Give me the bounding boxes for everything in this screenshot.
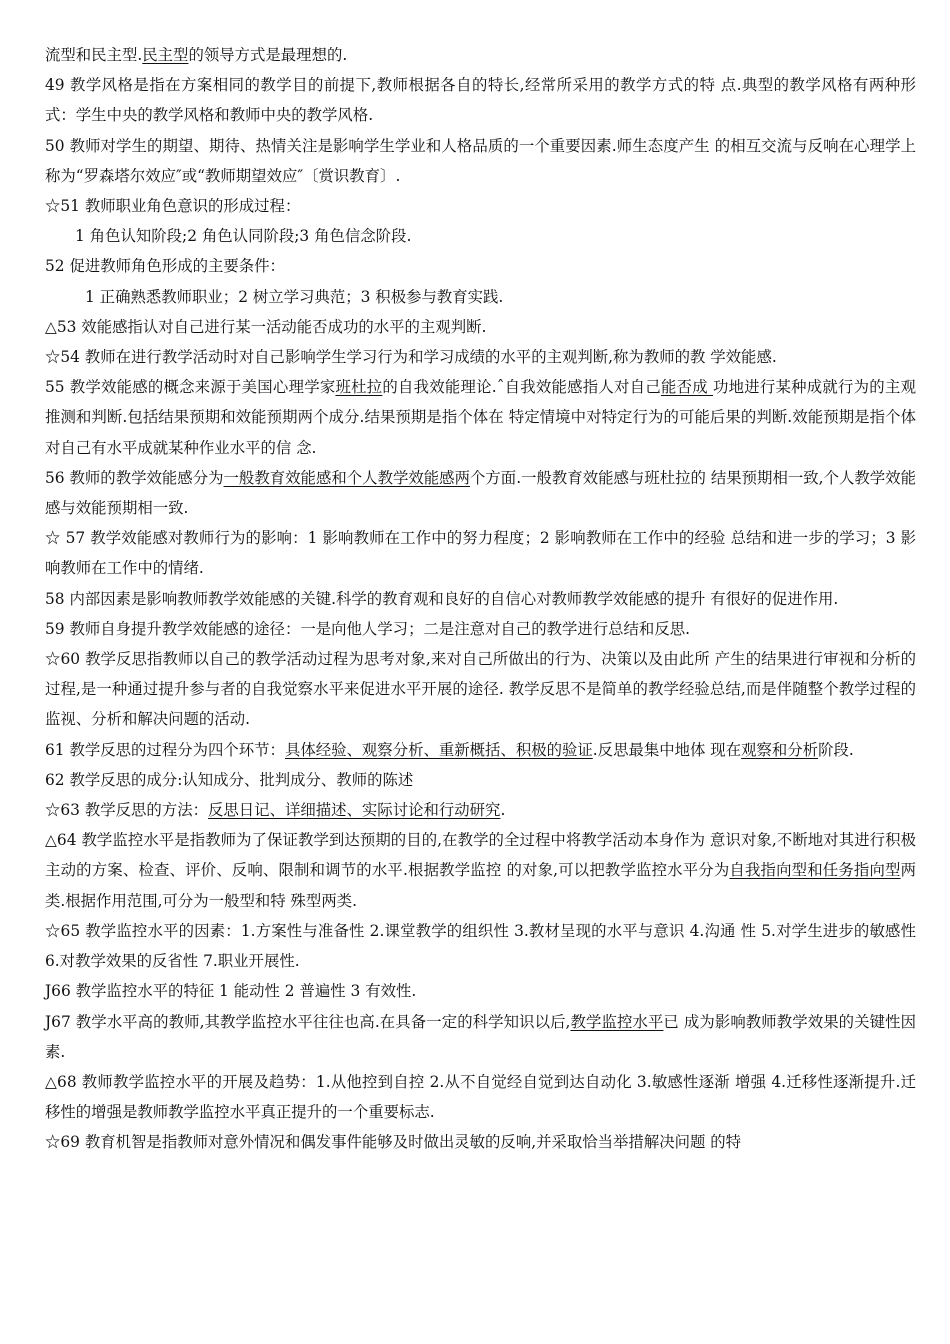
text-segment: 1 正确熟悉教师职业；2 树立学习典范；3 积极参与教育实践. bbox=[85, 287, 504, 306]
underlined-text: 班杜拉 bbox=[335, 378, 383, 397]
underlined-text: 自我指向型和任务指向型 bbox=[729, 861, 901, 880]
text-segment: 62 教学反思的成分:认知成分、批判成分、教师的陈述 bbox=[45, 770, 414, 789]
paragraph-p67 bbox=[45, 1007, 916, 1067]
text-segment: ☆63 教学反思的方法： bbox=[45, 801, 208, 820]
paragraph-p63 bbox=[45, 795, 916, 825]
text-segment: 49 教学风格是指在方案相同的教学目的前提下,教师根据各自的特长,经常所采用的教学方式的特 点.典型的教学风格有两种形式：学生中央的教学风格和教师中央的教学风格. bbox=[45, 76, 916, 125]
text-segment: J67 教学水平高的教师,其教学监控水平往往也高.在具备一定的科学知识以后, bbox=[45, 1012, 571, 1031]
text-segment: 个方面.一般教育效能感与班杜拉的 结果预期相一致,个人教学效能感与效能预期相一致. bbox=[45, 468, 916, 518]
paragraph-p1 bbox=[45, 40, 916, 70]
paragraph-p49 bbox=[45, 70, 916, 130]
underlined-text: 一般教育效能感和个人教学效能感两 bbox=[223, 468, 470, 487]
text-segment: J66 教学监控水平的特征 1 能动性 2 普遍性 3 有效性. bbox=[45, 982, 417, 1001]
paragraph-p66 bbox=[45, 976, 916, 1006]
text-segment: 两类.根据作用范围,可分为一般型和特 殊型两类. bbox=[45, 861, 916, 910]
paragraph-p51 bbox=[45, 191, 916, 221]
paragraph-p62 bbox=[45, 765, 916, 795]
paragraph-p53 bbox=[45, 312, 916, 342]
text-segment: . bbox=[500, 801, 506, 820]
text-segment: 阶段. bbox=[818, 740, 854, 759]
paragraph-p50 bbox=[45, 131, 916, 191]
text-segment: ☆ 57 教学效能感对教师行为的影响：1 影响教师在工作中的努力程度；2 影响教师在工作中的经验 总结和进一步的学习；3 影响教师在工作中的情绪. bbox=[45, 529, 916, 578]
text-segment: △68 教师教学监控水平的开展及趋势：1.从他控到自控 2.从不自觉经自觉到达自动化 3.敏感性逐渐 增强 4.迁移性逐渐提升.迁移性的增强是教师教学监控水平真正提升的一个重要标志. bbox=[45, 1072, 916, 1122]
paragraph-p59 bbox=[45, 614, 916, 644]
text-segment: 的领导方式是最理想的. bbox=[188, 46, 348, 64]
text-segment: 58 内部因素是影响教师教学效能感的关键.科学的教育观和良好的自信心对教师教学效能感的提升 有很好的促进作用. bbox=[45, 589, 839, 608]
paragraph-p52 bbox=[45, 251, 916, 281]
text-segment: △53 效能感指认对自己进行某一活动能否成功的水平的主观判断. bbox=[45, 317, 487, 336]
paragraph-p52a bbox=[45, 282, 916, 312]
paragraph-p51a bbox=[45, 221, 916, 251]
underlined-text: 反思日记、详细描述、实际讨论和行动研究 bbox=[208, 801, 501, 820]
paragraph-p56 bbox=[45, 463, 916, 523]
paragraph-p54 bbox=[45, 342, 916, 372]
paragraph-p65 bbox=[45, 916, 916, 976]
text-segment: ☆69 教育机智是指教师对意外情况和偶发事件能够及时做出灵敏的反响,并采取恰当举措解决问题 的特 bbox=[45, 1133, 742, 1152]
paragraph-p60 bbox=[45, 644, 916, 735]
underlined-text: 教学监控水平 bbox=[570, 1012, 664, 1031]
underlined-text: 观察和分析 bbox=[741, 740, 819, 759]
text-segment: ☆54 教师在进行教学活动时对自己影响学生学习行为和学习成绩的水平的主观判断,称为教师的教 学效能感. bbox=[45, 348, 777, 367]
text-segment: 50 教师对学生的期望、期待、热情关注是影响学生学业和人格品质的一个重要因素.师生态度产生 的相互交流与反响在心理学上称为“罗森塔尔效应″或“教师期望效应″〔赏识教育〕. bbox=[45, 136, 916, 185]
paragraph-p64 bbox=[45, 825, 916, 916]
paragraph-p58 bbox=[45, 584, 916, 614]
text-segment: 56 教师的教学效能感分为 bbox=[45, 468, 224, 487]
paragraph-p69 bbox=[45, 1127, 916, 1157]
paragraph-p61 bbox=[45, 735, 916, 765]
text-segment: △64 教学监控水平是指教师为了保证教学到达预期的目的,在教学的全过程中将教学活动本身作为 意识对象,不断地对其进行积极主动的方案、检查、评价、反响、限制和调节的水平.根据教学监控 的对象,可以把教学监控水平分为 bbox=[45, 831, 916, 880]
text-segment: 已 成为影响教师教学效果的关键性因素. bbox=[45, 1012, 916, 1061]
text-segment: 52 促进教师角色形成的主要条件： bbox=[45, 257, 285, 276]
text-segment: 61 教学反思的过程分为四个环节： bbox=[45, 740, 285, 759]
text-segment: 流型和民主型. bbox=[45, 46, 143, 64]
text-segment: ☆51 教师职业角色意识的形成过程： bbox=[45, 197, 301, 216]
underlined-text: 民主型 bbox=[142, 46, 189, 64]
underlined-text: 具体经验、观察分析、重新概括、积极的验证 bbox=[284, 740, 593, 759]
text-segment: 1 角色认知阶段;2 角色认同阶段;3 角色信念阶段. bbox=[75, 227, 412, 246]
paragraph-p57 bbox=[45, 523, 916, 583]
text-segment: .反思最集中地体 现在 bbox=[592, 740, 742, 759]
paragraph-p68 bbox=[45, 1067, 916, 1127]
text-segment: 59 教师自身提升教学效能感的途径：一是向他人学习；二是注意对自己的教学进行总结和反思. bbox=[45, 619, 690, 638]
text-segment: 功地进行某种成就行为的主观推测和判断.包括结果预期和效能预期两个成分.结果预期是指个体在 特定情境中对特定行为的可能后果的判断.效能预期是指个体对自己有水平成就某种作业水平的信 念. bbox=[45, 378, 916, 457]
text-segment: 的自我效能理论.ˆ自我效能感指人对自己 bbox=[382, 378, 661, 397]
text-segment: ☆65 教学监控水平的因素：1.方案性与准备性 2.课堂教学的组织性 3.教材呈现的水平与意识 4.沟通 性 5.对学生进步的敏感性 6.对教学效果的反省性 7.职业开展性. bbox=[45, 921, 916, 971]
text-segment: 55 教学效能感的概念来源于美国心理学家 bbox=[45, 378, 336, 397]
text-segment: ☆60 教学反思指教师以自己的教学活动过程为思考对象,来对自己所做出的行为、决策以及由此所 产生的结果进行审视和分析的过程,是一种通过提升参与者的自我觉察水平来促进水平开展的途径. 教学反思不是简单的教学经验总结,而是伴随整个教学过程的监视、分析和解决问题的活动. bbox=[45, 650, 916, 729]
paragraph-p55 bbox=[45, 372, 916, 463]
underlined-text: 能否成 bbox=[660, 378, 713, 397]
